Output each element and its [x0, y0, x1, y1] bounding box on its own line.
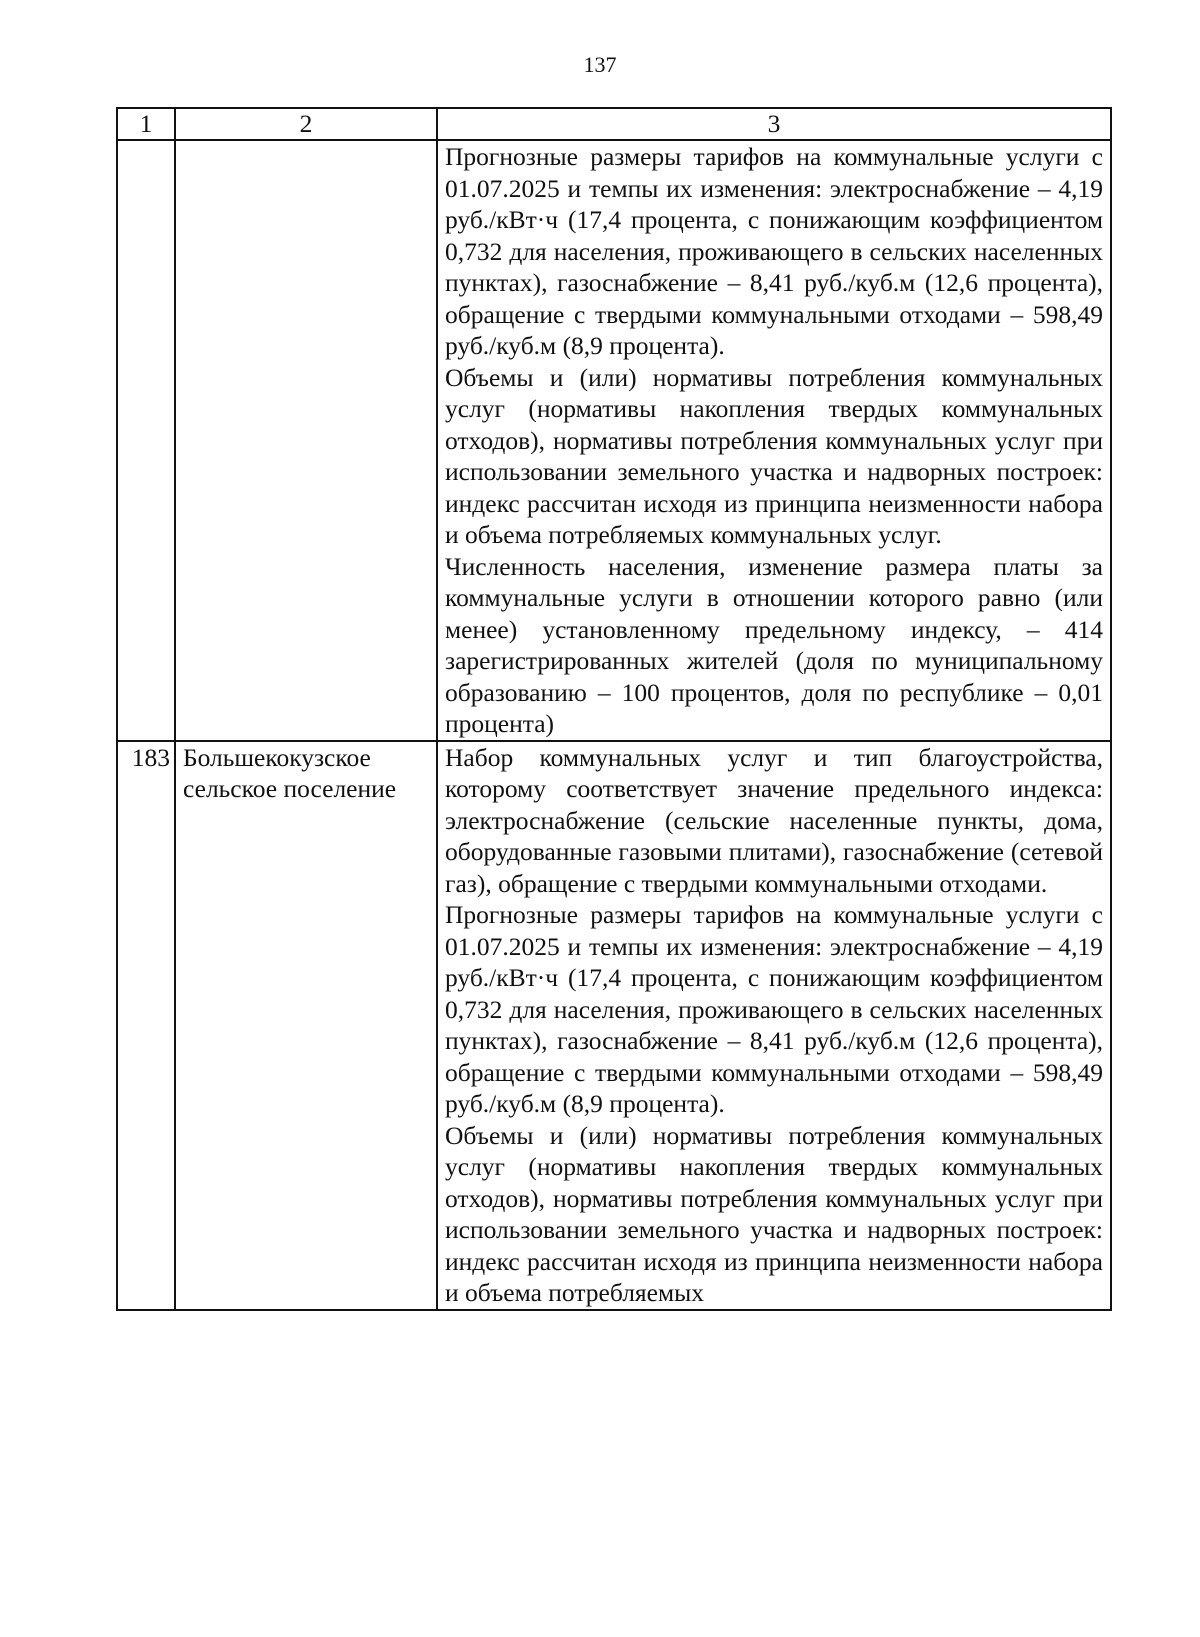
settlement-name-cell: [175, 140, 437, 741]
row-number-cell: [117, 140, 175, 741]
tariff-table: [116, 107, 1112, 1311]
header-cell-3: 3: [437, 108, 1111, 140]
paragraph: Набор коммунальных услуг и тип благоустройства, которому соответствует значение предельного индекса: электроснабжение (сельские населенные пункты, дома, оборудованные газовыми плитами), газоснабжение (сетевой газ), обращение с твердыми коммунальными отходами.: [445, 742, 1103, 898]
row-number-cell: 183: [117, 741, 175, 1310]
table-row: [117, 140, 1111, 741]
description-cell: [437, 140, 1111, 741]
paragraph: Прогнозные размеры тарифов на коммунальные услуги с 01.07.2025 и темпы их изменения: электроснабжение – 4,19 руб./кВт·ч (17,4 процента, с понижающим коэффициентом 0,732 для населения, проживающего в сельских населенных пунктах), газоснабжение – 8,41 руб./куб.м (12,6 процента), обращение с твердыми коммунальными отходами – 598,49 руб./куб.м (8,9 процента).: [445, 142, 1103, 360]
page-number: 137: [583, 52, 617, 77]
paragraph: Прогнозные размеры тарифов на коммунальные услуги с 01.07.2025 и темпы их изменения: электроснабжение – 4,19 руб./кВт·ч (17,4 процента, с понижающим коэффициентом 0,732 для населения, проживающего в сельских населенных пунктах), газоснабжение – 8,41 руб./куб.м (12,6 процента), обращение с твердыми коммунальными отходами – 598,49 руб./куб.м (8,9 процента).: [445, 900, 1103, 1118]
paragraph: Объемы и (или) нормативы потребления коммунальных услуг (нормативы накопления твердых коммунальных отходов), нормативы потребления коммунальных услуг при использовании земельного участка и надворных построек: индекс рассчитан исходя из принципа неизменности набора и объема потребляемых: [445, 1120, 1103, 1307]
paragraph: Объемы и (или) нормативы потребления коммунальных услуг (нормативы накопления твердых коммунальных отходов), нормативы потребления коммунальных услуг при использовании земельного участка и надворных построек: индекс рассчитан исходя из принципа неизменности набора и объема потребляемых коммунальных услуг.: [445, 362, 1103, 549]
settlement-name-line: Большекокузское: [183, 742, 371, 772]
paragraph: Численность населения, изменение размера платы за коммунальные услуги в отношении которого равно (или менее) установленному предельному индексу, – 414 зарегистрированных жителей (доля по муниципальному образованию – 100 процентов, доля по республике – 0,01 процента): [445, 551, 1103, 738]
settlement-name-cell: [175, 741, 437, 1310]
table-header-row: [117, 108, 1111, 140]
header-cell-2: 2: [175, 108, 437, 140]
header-cell-1: 1: [117, 108, 175, 140]
settlement-name-line: сельское поселение: [183, 774, 397, 803]
table-row: [117, 741, 1111, 1310]
description-cell: [437, 741, 1111, 1310]
